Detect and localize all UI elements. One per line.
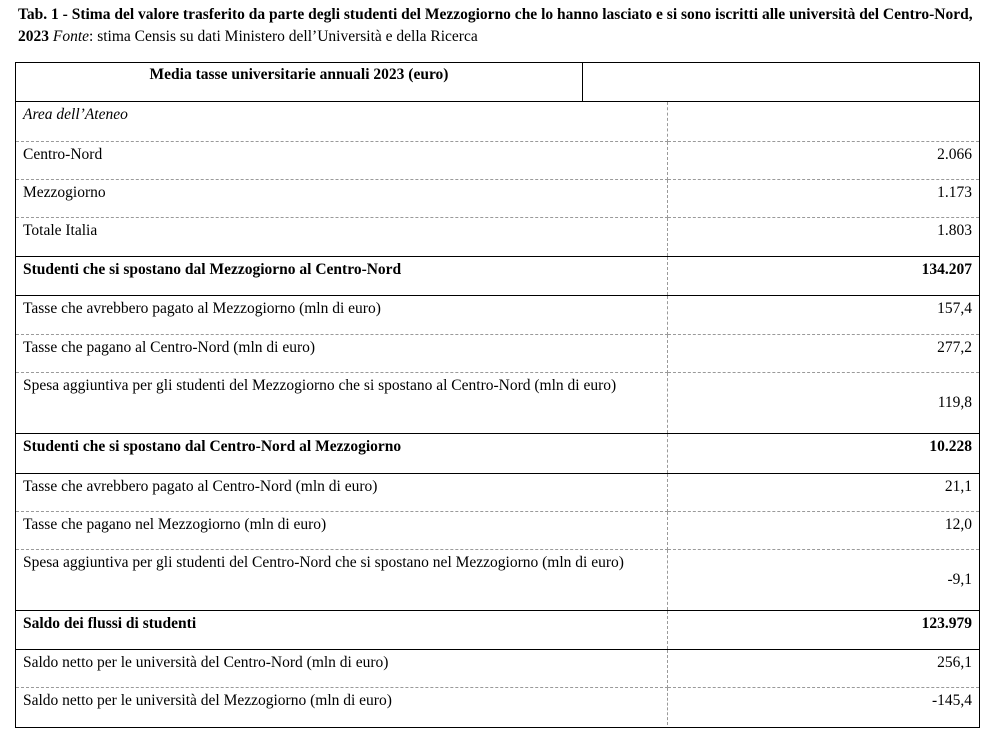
table-row <box>16 549 979 610</box>
row-value: -145,4 <box>931 691 972 709</box>
table-row <box>16 334 979 372</box>
row-value: 157,4 <box>667 295 979 334</box>
table-row <box>16 295 979 334</box>
row-value: 1.803 <box>667 217 979 256</box>
section-label: Area dell’Ateneo <box>16 102 667 141</box>
table-row <box>16 102 979 141</box>
row-label: Saldo netto per le università del Mezzogiorno (mln di euro) <box>16 687 667 725</box>
row-value: 277,2 <box>667 334 979 372</box>
table-row <box>16 473 979 511</box>
row-value: 12,0 <box>667 511 979 549</box>
table-caption <box>18 4 988 48</box>
row-value: 119,8 <box>667 372 979 433</box>
source-text: : stima Censis su dati Ministero dell’Università e della Ricerca <box>89 28 478 45</box>
row-value: 21,1 <box>667 473 979 511</box>
table-row <box>16 511 979 549</box>
table-row <box>16 217 979 256</box>
row-label: Tasse che pagano al Centro-Nord (mln di euro) <box>16 334 667 372</box>
row-label: Saldo dei flussi di studenti <box>16 610 667 649</box>
source-label: Fonte <box>52 28 90 45</box>
row-label: Mezzogiorno <box>16 179 667 217</box>
table-row <box>16 433 979 473</box>
table-body <box>16 102 979 725</box>
row-label: Spesa aggiuntiva per gli studenti del Mezzogiorno che si spostano al Centro-Nord (mln di euro) <box>16 372 667 433</box>
data-table <box>15 62 980 728</box>
row-label: Studenti che si spostano dal Centro-Nord al Mezzogiorno <box>16 433 667 473</box>
row-value: 134.207 <box>667 256 979 295</box>
row-value: 123.979 <box>667 610 979 649</box>
row-label: Spesa aggiuntiva per gli studenti del Centro-Nord che si spostano nel Mezzogiorno (mln di euro) <box>16 549 667 610</box>
table-row <box>16 687 979 725</box>
row-label: Totale Italia <box>16 217 667 256</box>
row-value: 1.173 <box>667 179 979 217</box>
row-value: 10.228 <box>667 433 979 473</box>
table-row <box>16 179 979 217</box>
table-row <box>16 372 979 433</box>
row-label: Tasse che avrebbero pagato al Mezzogiorno (mln di euro) <box>16 295 667 334</box>
table-header: Media tasse universitarie annuali 2023 (euro) <box>16 63 583 101</box>
row-label: Saldo netto per le università del Centro-Nord (mln di euro) <box>16 649 667 687</box>
row-label: Tasse che pagano nel Mezzogiorno (mln di euro) <box>16 511 667 549</box>
row-label: Studenti che si spostano dal Mezzogiorno al Centro-Nord <box>16 256 667 295</box>
row-value: 2.066 <box>667 141 979 179</box>
row-label: Tasse che avrebbero pagato al Centro-Nord (mln di euro) <box>16 473 667 511</box>
table-row <box>16 256 979 295</box>
row-label: Centro-Nord <box>16 141 667 179</box>
table-title: Tab. 1 - Stima del valore trasferito da parte degli studenti del Mezzogiorno che lo hanno lasciato e si sono iscritti alle università del Centro-Nord, 2023 <box>18 6 973 45</box>
section-value <box>667 102 979 141</box>
table-header-row <box>16 63 979 102</box>
row-value: 256,1 <box>667 649 979 687</box>
table-row <box>16 141 979 179</box>
table-row <box>16 610 979 649</box>
table-row <box>16 649 979 687</box>
row-value: -9,1 <box>667 549 979 610</box>
